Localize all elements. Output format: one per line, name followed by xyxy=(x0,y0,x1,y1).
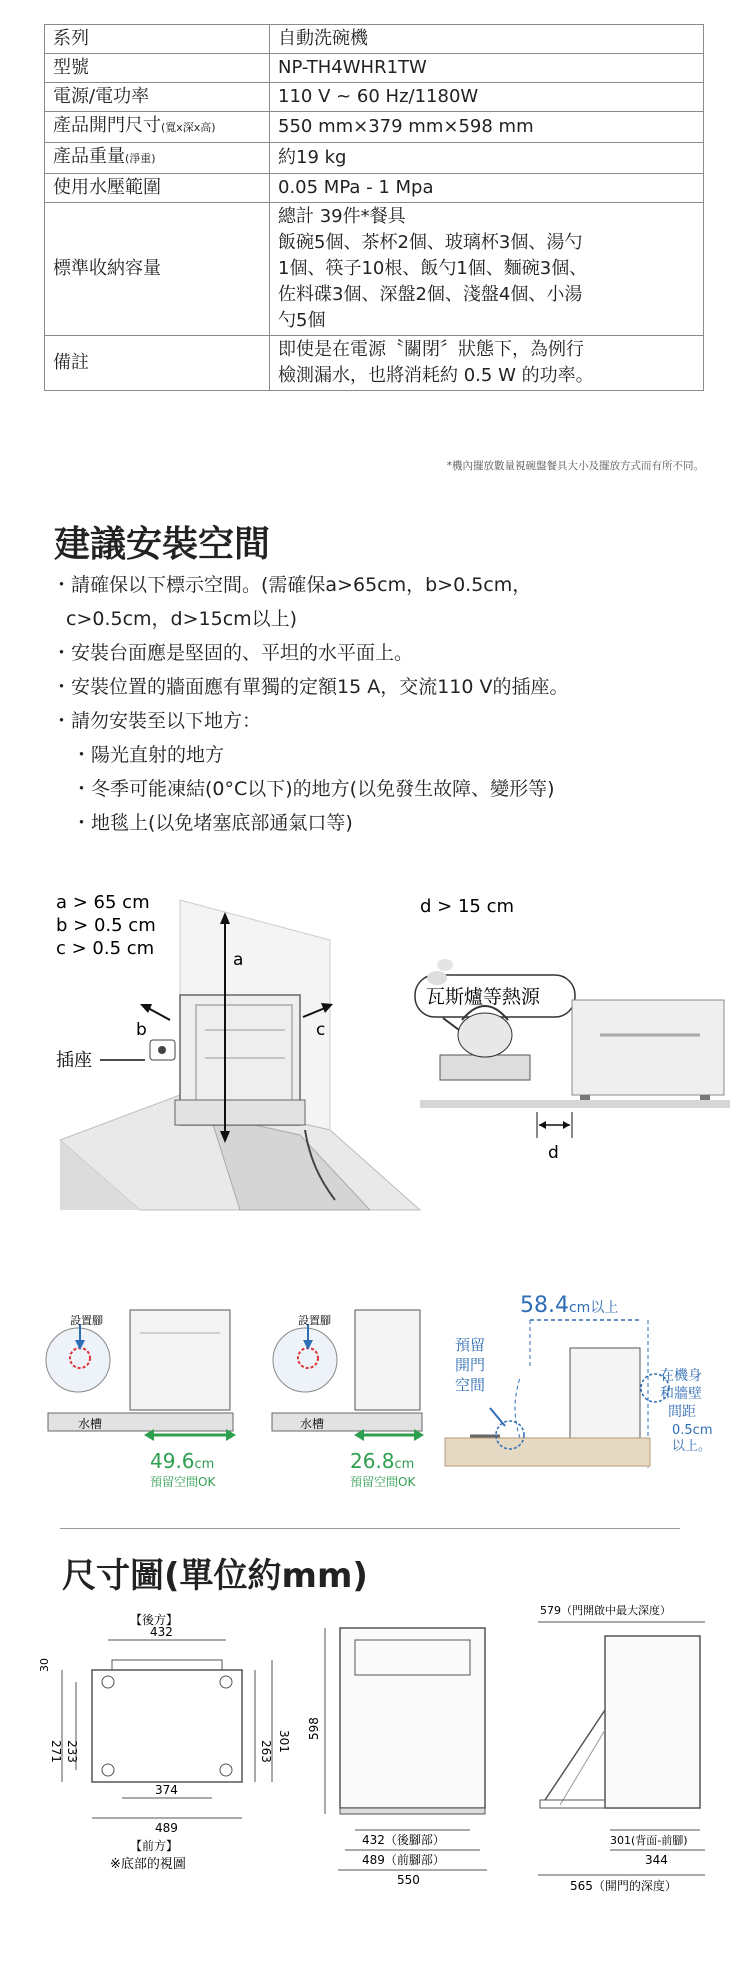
outlet-label: 插座 xyxy=(56,1050,92,1071)
table-row xyxy=(45,83,704,112)
spec-value-line: 勺5個 xyxy=(278,310,326,331)
spec-label: 產品重量 xyxy=(53,146,125,167)
door-space-label: 開門 xyxy=(455,1356,486,1374)
clearance-mid-illustration xyxy=(272,1310,424,1441)
sub-bullet-item: ・陽光直射的地方 xyxy=(72,744,225,766)
front-label: 【前方】 xyxy=(130,1839,179,1853)
dim-489: 489 xyxy=(155,1821,178,1835)
clearance-figure xyxy=(0,1288,750,1518)
bullet-item: c>0.5cm，d>15cm以上) xyxy=(66,608,298,630)
clearance-sub: 預留空間OK xyxy=(150,1475,216,1489)
foot-label: 設置腳 xyxy=(298,1314,331,1327)
clearance-sub: 預留空間OK xyxy=(350,1475,416,1489)
clearance-left-illustration xyxy=(46,1310,236,1441)
spec-value: 550 mm×379 mm×598 mm xyxy=(270,112,704,143)
bullet-item: ・請確保以下標示空間。(需確保a>65cm，b>0.5cm， xyxy=(52,574,532,596)
spec-label: 使用水壓範圍 xyxy=(45,174,270,203)
table-row xyxy=(45,143,704,174)
open-depth-value: 58.4cm以上 xyxy=(520,1293,619,1318)
spec-value-line: 佐料碟3個、深盤2個、淺盤4個、小湯 xyxy=(278,284,583,305)
condition-c: c > 0.5 cm xyxy=(56,938,155,959)
sink-label: 水槽 xyxy=(78,1417,103,1431)
dim-489-front-feet: 489（前腳部） xyxy=(362,1853,445,1867)
table-footnote: *機內擺放數量視碗盤餐具大小及擺放方式而有所不同。 xyxy=(446,460,704,472)
dim-233: 233 xyxy=(65,1740,79,1763)
table-row xyxy=(45,174,704,203)
spec-label: 產品開門尺寸 xyxy=(53,115,161,136)
dim-344: 344 xyxy=(645,1853,668,1867)
dim-550: 550 xyxy=(397,1873,420,1887)
table-row xyxy=(45,203,704,336)
bottom-view-caption: ※底部的視圖 xyxy=(110,1857,186,1872)
spec-label-small: (寬x深x高) xyxy=(161,121,216,134)
bullet-item: ・安裝台面應是堅固的、平坦的水平面上。 xyxy=(52,642,414,664)
table-row xyxy=(45,25,704,54)
door-space-label: 空間 xyxy=(455,1376,486,1394)
dim-579: 579（門開啟中最大深度） xyxy=(540,1604,671,1617)
label-c: c xyxy=(316,1020,326,1040)
spec-value-line: 即使是在電源〝關閉〞狀態下，為例行 xyxy=(278,339,584,360)
dim-432: 432 xyxy=(150,1625,173,1639)
spec-value: 110 V ~ 60 Hz/1180W xyxy=(270,83,704,112)
dim-30: 30 xyxy=(38,1658,51,1672)
dim-598: 598 xyxy=(307,1717,321,1740)
wall-gap-label: 間距 xyxy=(668,1404,696,1420)
table-row xyxy=(45,112,704,143)
rear-label: 【後方】 xyxy=(130,1613,179,1627)
label-a: a xyxy=(233,950,244,970)
dim-301-side: 301(背面-前腳) xyxy=(610,1834,688,1847)
wall-gap-unit: 以上。 xyxy=(672,1439,712,1454)
spec-label: 標準收納容量 xyxy=(45,203,270,336)
spec-label: 備註 xyxy=(45,336,270,391)
bullet-item: ・請勿安裝至以下地方： xyxy=(52,710,262,732)
label-b: b xyxy=(136,1020,147,1040)
section-title-install: 建議安裝空間 xyxy=(54,524,271,565)
spec-label: 電源/電功率 xyxy=(45,83,270,112)
sub-bullet-item: ・地毯上(以免堵塞底部通氣口等) xyxy=(72,812,353,834)
foot-label: 設置腳 xyxy=(70,1314,103,1327)
sink-label: 水槽 xyxy=(300,1417,325,1431)
label-d: d xyxy=(548,1143,559,1163)
condition-a: a > 65 cm xyxy=(56,892,150,913)
install-space-figure xyxy=(0,880,750,1250)
dim-301: 301 xyxy=(277,1730,291,1753)
spec-value: 0.05 MPa - 1 Mpa xyxy=(270,174,704,203)
dimension-drawings xyxy=(0,1600,750,1962)
bullet-item: ・安裝位置的牆面應有單獨的定額15 A，交流110 V的插座。 xyxy=(52,676,569,698)
spec-value-line: 檢測漏水，也將消耗約 0.5 W 的功率。 xyxy=(278,365,594,386)
sub-bullet-item: ・冬季可能凍結(0°C以下)的地方(以免發生故障、變形等) xyxy=(72,778,555,800)
table-row xyxy=(45,54,704,83)
spec-label: 系列 xyxy=(45,25,270,54)
dim-565: 565（開門的深度） xyxy=(570,1879,677,1893)
wall-gap-label: 和牆壁 xyxy=(660,1386,702,1402)
spec-value: 自動洗碗機 xyxy=(270,25,704,54)
table-row xyxy=(45,336,704,391)
spec-value: NP-TH4WHR1TW xyxy=(270,54,704,83)
dim-263: 263 xyxy=(259,1740,273,1763)
dim-374: 374 xyxy=(155,1783,178,1797)
clearance-value: 49.6cm xyxy=(150,1449,215,1473)
spec-label-cell xyxy=(45,112,270,143)
door-space-label: 預留 xyxy=(455,1336,486,1354)
spec-value-multiline xyxy=(270,336,704,391)
heat-source-label: 瓦斯爐等熱源 xyxy=(426,986,541,1008)
section-title-dimensions: 尺寸圖(單位約mm) xyxy=(62,1556,368,1596)
wall-gap-value: 0.5cm xyxy=(672,1423,713,1438)
spec-label-small: (淨重) xyxy=(125,152,156,165)
install-bullets xyxy=(52,568,712,840)
section-divider xyxy=(60,1528,680,1529)
condition-d: d > 15 cm xyxy=(420,896,515,917)
spec-label-cell xyxy=(45,143,270,174)
spec-value-multiline xyxy=(270,203,704,336)
d-dimension xyxy=(537,1112,572,1138)
spec-value-line: 1個、筷子10根、飯勺1個、麵碗3個、 xyxy=(278,258,588,279)
condition-b: b > 0.5 cm xyxy=(56,915,156,936)
spec-value-line: 總計 39件*餐具 xyxy=(278,206,406,227)
dim-432-rear-feet: 432（後腳部） xyxy=(362,1833,445,1847)
spec-value-line: 飯碗5個、茶杯2個、玻璃杯3個、湯勺 xyxy=(278,232,583,253)
spec-value: 約19 kg xyxy=(270,143,704,174)
spec-label: 型號 xyxy=(45,54,270,83)
spec-table xyxy=(44,24,704,391)
wall-gap-label: 在機身 xyxy=(660,1368,702,1384)
dim-271: 271 xyxy=(49,1740,63,1763)
clearance-value: 26.8cm xyxy=(350,1449,415,1473)
